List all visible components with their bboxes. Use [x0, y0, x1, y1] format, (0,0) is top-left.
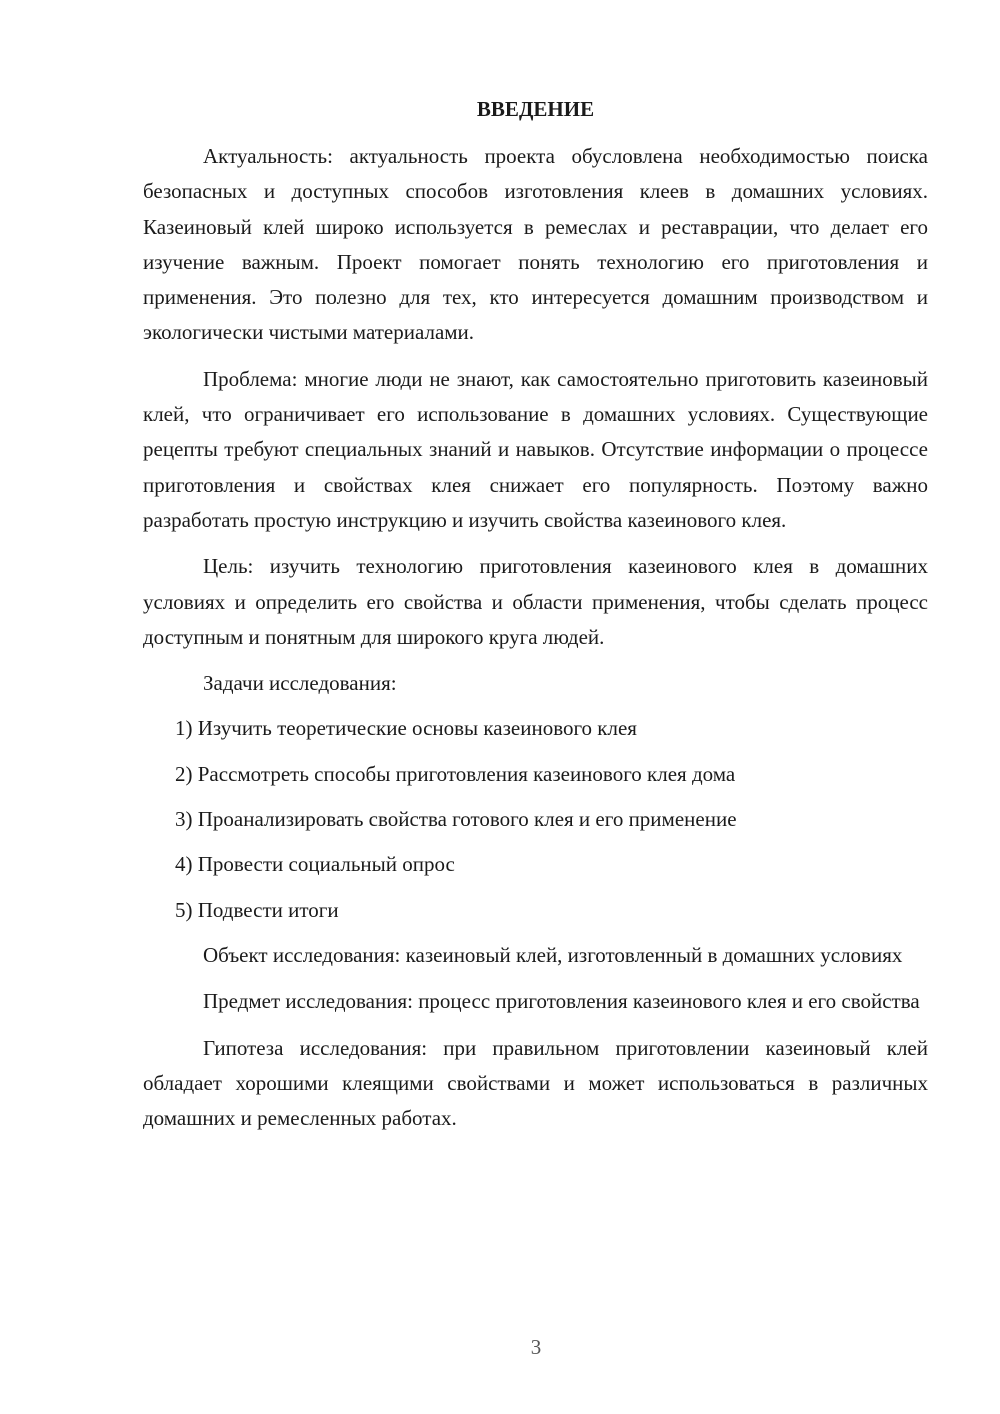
task-item: 2) Рассмотреть способы приготовления казеинового клея дома [175, 761, 736, 786]
hypothesis-paragraph: Гипотеза исследования: при правильном приготовлении казеиновый клей обладает хорошими клеящими свойствами и может использоваться в различных домашних и ремесленных работах. [143, 1035, 928, 1131]
task-item: 1) Изучить теоретические основы казеинового клея [175, 716, 637, 741]
task-item: 3) Проанализировать свойства готового клея и его применение [175, 807, 737, 832]
page-title: ВВЕДЕНИЕ [476, 97, 595, 121]
object-paragraph: Объект исследования: казеиновый клей, изготовленный в домашних условиях [203, 942, 903, 967]
goal-paragraph: Цель: изучить технологию приготовления казеинового клея в домашних условиях и определить его свойства и области применения, чтобы сделать процесс доступным и понятным для широкого круга людей. [143, 554, 928, 649]
tasks-list [143, 711, 928, 927]
task-item: 4) Провести социальный опрос [175, 852, 455, 877]
document-page [143, 92, 928, 1147]
subject-paragraph: Предмет исследования: процесс приготовления казеинового клея и его свойства [203, 989, 920, 1014]
task-item: 5) Подвести итоги [175, 897, 339, 922]
relevance-paragraph: Актуальность: актуальность проекта обусловлена необходимостью поиска безопасных и доступных способов изготовления клеев в домашних условиях. Казеиновый клей широко используется в ремеслах и реставрации, что делает его изучение важным. Проект помогает понять технологию его приготовления и применения. Это полезно для тех, кто интересуется домашним производством и экологически чистыми материалами. [143, 144, 928, 345]
tasks-heading: Задачи исследования: [203, 671, 397, 696]
page-number: 3 [530, 1335, 542, 1359]
problem-paragraph: Проблема: многие люди не знают, как самостоятельно приготовить казеиновый клей, что ограничивает его использование в домашних условиях. Существующие рецепты требуют специальных знаний и навыков. Отсутствие информации о процессе приготовления и свойствах клея снижает его популярность. Поэтому важно разработать простую инструкцию и изучить свойства казеинового клея. [143, 366, 928, 532]
